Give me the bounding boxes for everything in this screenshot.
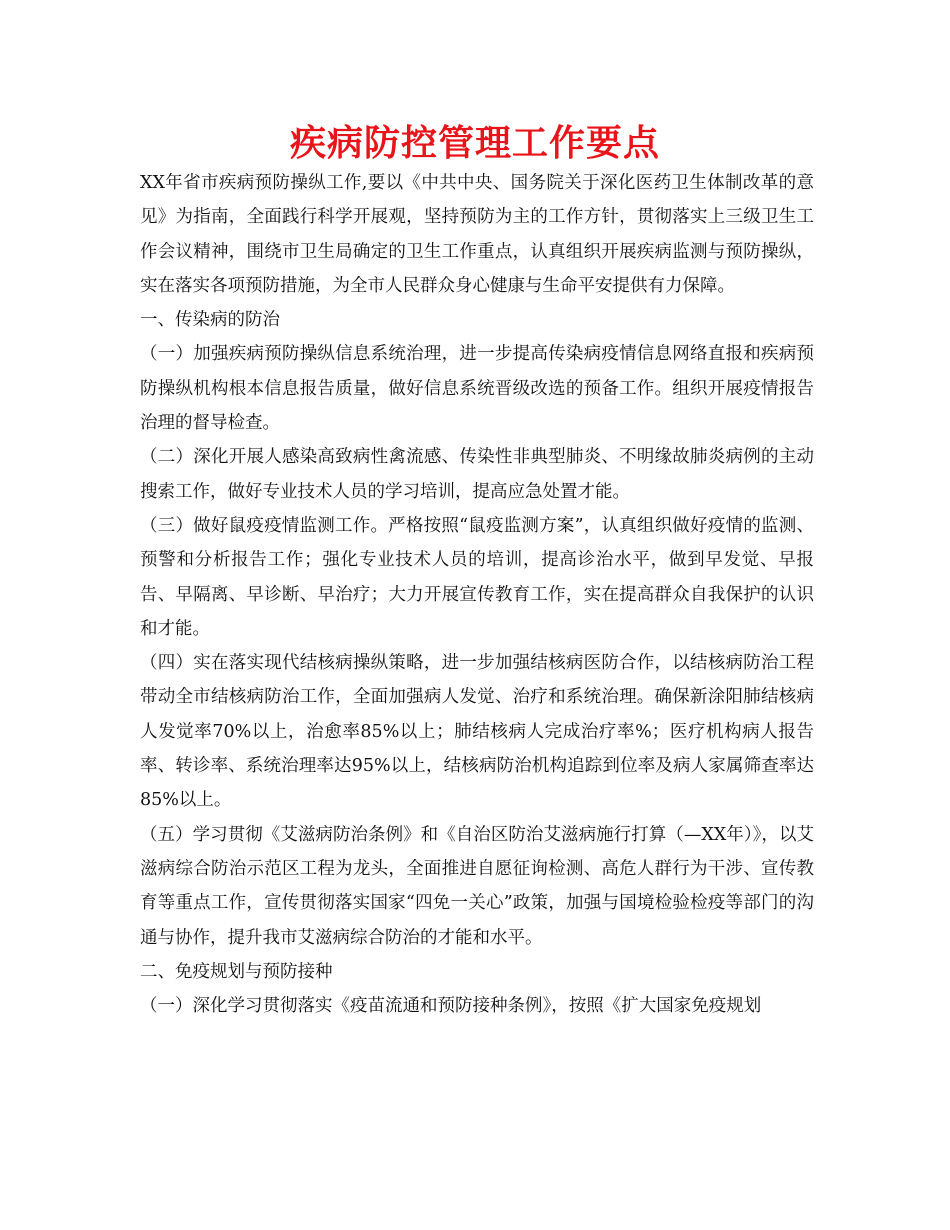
paragraph-tuberculosis: （四）实在落实现代结核病操纵策略，进一步加强结核病医防合作，以结核病防治工程带动全市结核病防治工作，全面加强病人发觉、治疗和系统治理。确保新涂阳肺结核病人发觉率70%以上，治愈率85%以上；肺结核病人完成治疗率%；医疗机构病人报告率、转诊率、系统治理率达95%以上，结核病防治机构追踪到位率及病人家属筛查率达85%以上。 bbox=[140, 653, 814, 811]
paragraph-avian-flu-search: （二）深化开展人感染高致病性禽流感、传染性非典型肺炎、不明缘故肺炎病例的主动搜索工作，做好专业技术人员的学习培训，提高应急处置才能。 bbox=[140, 447, 814, 502]
paragraph-vaccine-regulation: （一）深化学习贯彻落实《疫苗流通和预防接种条例》，按照《扩大国家免疫规划 bbox=[140, 996, 762, 1017]
document-title: 疾病防控管理工作要点 bbox=[289, 123, 660, 164]
document-body bbox=[140, 166, 814, 1023]
section-heading-immunization: 二、免疫规划与预防接种 bbox=[140, 961, 333, 982]
paragraph-info-system: （一）加强疾病预防操纵信息系统治理，进一步提高传染病疫情信息网络直报和疾病预防操纵机构根本信息报告质量，做好信息系统晋级改选的预备工作。组织开展疫情报告治理的督导检查。 bbox=[140, 344, 814, 434]
paragraph-aids-prevention: （五）学习贯彻《艾滋病防治条例》和《自治区防治艾滋病施行打算（—XX年）》，以艾滋病综合防治示范区工程为龙头，全面推进自愿征询检测、高危人群行为干涉、宣传教育等重点工作，宣传贯彻落实国家“四免一关心”政策，加强与国境检验检疫等部门的沟通与协作，提升我市艾滋病综合防治的才能和水平。 bbox=[140, 824, 814, 948]
intro-paragraph: XX年省市疾病预防操纵工作,要以《中共中央、国务院关于深化医药卫生体制改革的意见》为指南，全面践行科学开展观，坚持预防为主的工作方针，贯彻落实上三级卫生工作会议精神，围绕市卫生局确定的卫生工作重点，认真组织开展疾病监测与预防操纵，实在落实各项预防措施，为全市人民群众身心健康与生命平安提供有力保障。 bbox=[140, 173, 814, 296]
section-heading-infectious-disease: 一、传染病的防治 bbox=[140, 310, 280, 331]
paragraph-plague-monitoring: （三）做好鼠疫疫情监测工作。严格按照“鼠疫监测方案”，认真组织做好疫情的监测、预警和分析报告工作；强化专业技术人员的培训，提高诊治水平，做到早发觉、早报告、早隔离、早诊断、早治疗；大力开展宣传教育工作，实在提高群众自我保护的认识和才能。 bbox=[140, 515, 814, 639]
